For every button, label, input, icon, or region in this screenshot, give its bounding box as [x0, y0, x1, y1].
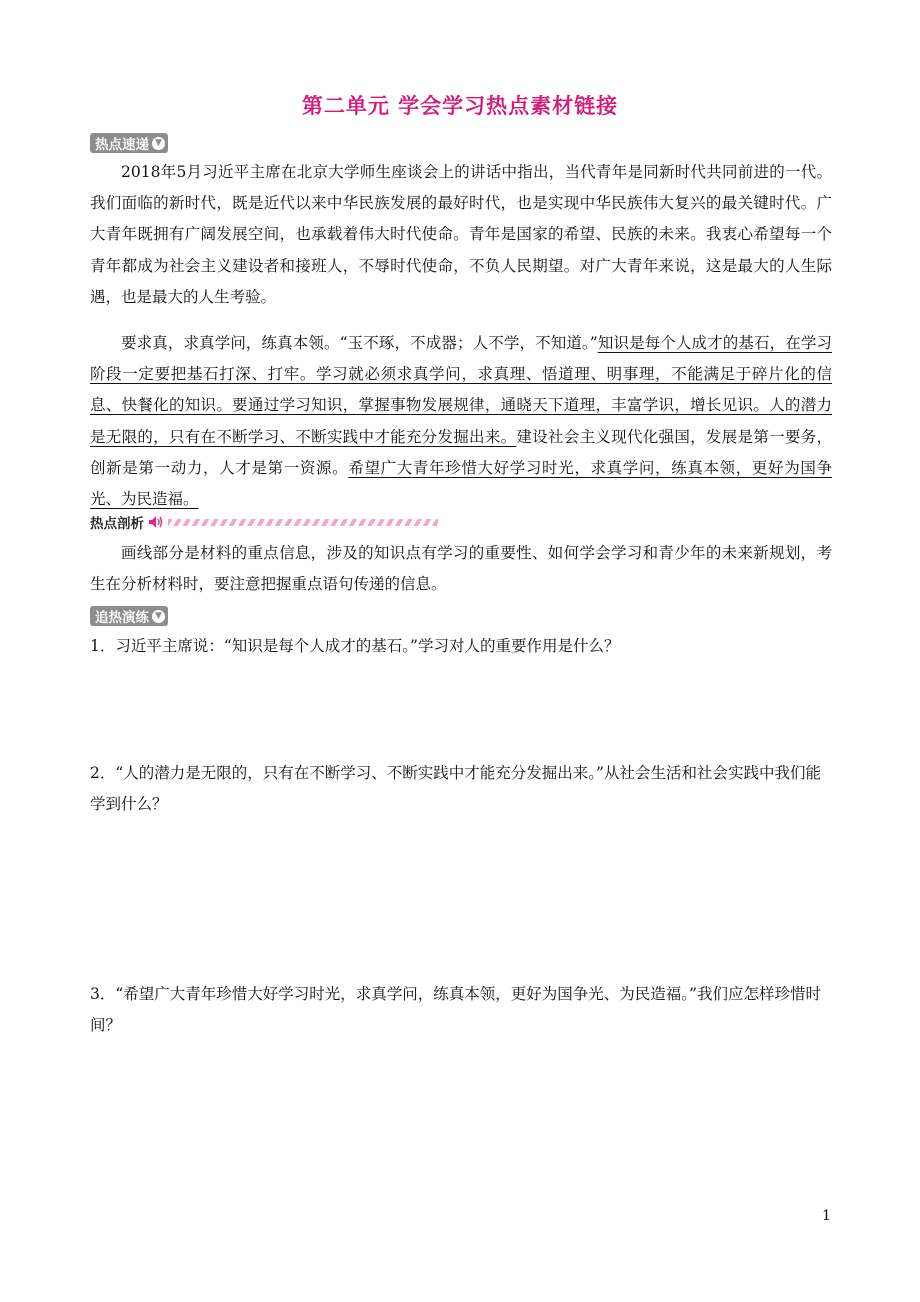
section-badge-practice	[90, 606, 168, 626]
analysis-paragraph: 画线部分是材料的重点信息，涉及的知识点有学习的重要性、如何学会学习和青少年的未来新规划，考生在分析材料时，要注意把握重点语句传递的信息。	[90, 544, 832, 594]
section-badge-label: 追热演练	[95, 610, 149, 626]
page-title: 第二单元 学会学习热点素材链接	[301, 94, 619, 118]
arrow-down-icon: ▼	[152, 137, 165, 150]
underlined-key-sentence: 希望广大青年珍惜大好学习时光，求真学问，练真本领，更好为国争光、为民造福。	[90, 458, 832, 509]
question-2: 2．“人的潜力是无限的，只有在不断学习、不断实践中才能充分发掘出来。”从社会生活和社会实践中我们能学到什么？	[90, 764, 821, 813]
page-number: 1	[822, 1208, 831, 1224]
section-header-hot-analysis	[90, 511, 438, 533]
material-text: 建设社会主义现代化强国，发展是第一要务，创新是第一动力，人才是第一资源。	[90, 427, 832, 477]
question-1: 1．习近平主席说：“知识是每个人成才的基石。”学习对人的重要作用是什么？	[90, 637, 620, 655]
section-badge-hot-express	[90, 133, 168, 153]
decorative-stripe	[168, 519, 438, 526]
question-3: 3．“希望广大青年珍惜大好学习时光，求真学问，练真本领，更好为国争光、为民造福。”我们应怎样珍惜时间？	[90, 985, 821, 1034]
section-header-label: 热点剖析	[90, 516, 144, 532]
material-paragraph-2	[90, 328, 832, 515]
speaker-icon	[148, 514, 164, 530]
material-paragraph-1: 2018年5月习近平主席在北京大学师生座谈会上的讲话中指出，当代青年是同新时代共同前进的一代。我们面临的新时代，既是近代以来中华民族发展的最好时代，也是实现中华民族伟大复兴的最关键时代。广大青年既拥有广阔发展空间，也承载着伟大时代使命。青年是国家的希望、民族的未来。我衷心希望每一个青年都成为社会主义建设者和接班人，不辱时代使命，不负人民期望。对广大青年来说，这是最大的人生际遇，也是最大的人生考验。	[90, 163, 832, 306]
material-text: 要求真，求真学问，练真本领。“玉不琢，不成器；人不学，不知道。”	[121, 334, 598, 352]
section-badge-label: 热点速递	[95, 137, 149, 153]
arrow-down-icon: ▼	[152, 610, 165, 623]
underlined-key-sentence: 知识是每个人成才的基石，在学习阶段一定要把基石打深、打牢。学习就必须求真学问，求真理、悟道理、明事理，不能满足于碎片化的信息、快餐化的知识。要通过学习知识，掌握事物发展规律，通晓天下道理，丰富学识，增长见识。人的潜力是无限的，只有在不断学习、不断实践中才能充分发掘出来。	[90, 334, 832, 446]
